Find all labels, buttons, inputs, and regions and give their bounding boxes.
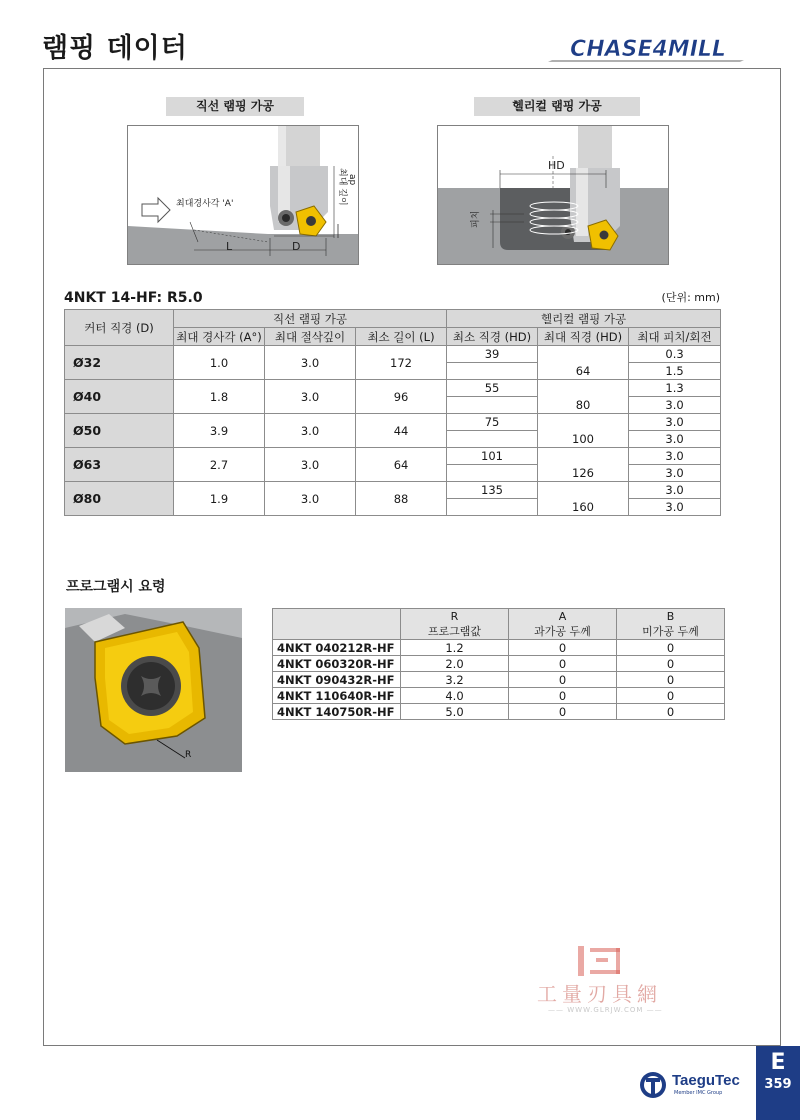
table-row [273,672,725,688]
empty-cell [538,346,629,363]
max-hd-value: 126 [538,465,629,482]
section-tab [756,1046,800,1120]
subheader-max-angle: 최대 경사각 (A°) [174,328,265,346]
empty-cell [538,380,629,397]
ramping-data-table [64,309,721,516]
programming-section-title: 프로그램시 요령 [66,579,166,595]
max-angle-value: 1.9 [174,482,265,516]
max-angle-value: 1.0 [174,346,265,380]
min-length-value: 172 [356,346,447,380]
insert-photo [65,608,242,772]
max-hd-value: 100 [538,431,629,448]
pitch-value: 1.3 [629,380,721,397]
max-depth-value: 3.0 [265,414,356,448]
chase4mill-logo [548,34,748,64]
insert-code: 4NKT 090432R-HF [273,672,401,688]
table-row [273,656,725,672]
table-row [273,704,725,720]
straight-ramping-label: 직선 램핑 가공 [166,97,304,116]
diameter-d-label: D [292,240,301,253]
header-a: A 과가공 두께 [509,609,617,640]
max-angle-value: 2.7 [174,448,265,482]
insert-code: 4NKT 140750R-HF [273,704,401,720]
pitch-value: 1.5 [629,363,721,380]
brand-name: TaeguTec [672,1072,740,1089]
subheader-min-length: 최소 길이 (L) [356,328,447,346]
a-value: 0 [509,656,617,672]
helical-ramping-diagram [437,125,669,265]
pitch-value: 0.3 [629,346,721,363]
pitch-value: 3.0 [629,499,721,516]
empty-cell [538,482,629,499]
empty-cell [447,397,538,414]
watermark-text: 工量刃具網 [537,982,662,1006]
empty-cell [538,414,629,431]
cutter-diameter: Ø40 [65,380,174,414]
min-length-value: 44 [356,414,447,448]
table-row [273,688,725,704]
watermark-logo-icon [576,944,628,978]
min-length-value: 64 [356,448,447,482]
logo-text: CHASE4MILL [570,37,726,62]
header-r: R 프로그램값 [401,609,509,640]
max-depth-value: 3.0 [265,380,356,414]
max-hd-value: 160 [538,499,629,516]
helical-ramping-label: 헬리컬 램핑 가공 [474,97,640,116]
max-hd-value: 64 [538,363,629,380]
table-row [65,448,721,465]
max-depth-value: 3.0 [265,448,356,482]
hd-label: HD [548,159,565,172]
table-row [65,380,721,397]
brand-subtitle: Member IMC Group [674,1090,723,1096]
header-code [273,609,401,640]
empty-cell [447,499,538,516]
min-length-value: 88 [356,482,447,516]
r-value: 3.2 [401,672,509,688]
pitch-value: 3.0 [629,431,721,448]
pitch-value: 3.0 [629,414,721,431]
insert-code: 4NKT 110640R-HF [273,688,401,704]
insert-code: 4NKT 060320R-HF [273,656,401,672]
subheader-max-hd: 최대 직경 (HD) [538,328,629,346]
max-angle-value: 3.9 [174,414,265,448]
empty-cell [447,465,538,482]
cutter-diameter: Ø50 [65,414,174,448]
straight-ramping-diagram [127,125,359,265]
subheader-min-hd: 최소 직경 (HD) [447,328,538,346]
cutter-diameter: Ø63 [65,448,174,482]
header-straight-ramping: 직선 램핑 가공 [174,310,447,328]
subheader-max-pitch: 최대 피치/회전 [629,328,721,346]
ramping-table-title: 4NKT 14-HF: R5.0 [64,290,203,306]
b-value: 0 [617,688,725,704]
subheader-max-depth: 최대 절삭깊이 [265,328,356,346]
page-title: 램핑 데이터 [42,33,188,64]
section-letter: E [770,1050,786,1075]
a-value: 0 [509,640,617,656]
photo-r-label: R [185,750,192,760]
min-length-value: 96 [356,380,447,414]
ap-label: ap [347,174,357,186]
insert-code: 4NKT 040212R-HF [273,640,401,656]
min-hd-value: 55 [447,380,538,397]
length-l-label: L [226,240,233,253]
a-value: 0 [509,688,617,704]
pitch-value: 3.0 [629,448,721,465]
r-value: 5.0 [401,704,509,720]
pitch-value: 3.0 [629,465,721,482]
r-value: 1.2 [401,640,509,656]
pitch-value: 3.0 [629,482,721,499]
b-value: 0 [617,672,725,688]
table-row [65,482,721,499]
a-value: 0 [509,704,617,720]
header-helical-ramping: 헬리컬 램핑 가공 [447,310,721,328]
pitch-value: 3.0 [629,397,721,414]
watermark-url: —— WWW.GLRJW.COM —— [548,1006,663,1014]
b-value: 0 [617,704,725,720]
cutter-diameter: Ø80 [65,482,174,516]
min-hd-value: 39 [447,346,538,363]
b-value: 0 [617,656,725,672]
page-number: 359 [764,1077,792,1092]
max-angle-value: 1.8 [174,380,265,414]
max-hd-value: 80 [538,397,629,414]
header-cutter-diameter: 커터 직경 (D) [65,310,174,346]
r-value: 2.0 [401,656,509,672]
table-row [273,640,725,656]
min-hd-value: 101 [447,448,538,465]
max-depth-value: 3.0 [265,482,356,516]
max-angle-label: 최대경사각 'A' [176,199,234,209]
table-row [65,346,721,363]
program-value-table [272,608,725,720]
min-hd-value: 75 [447,414,538,431]
pitch-label: 피치 [471,210,481,228]
table-row [65,414,721,431]
a-value: 0 [509,672,617,688]
header-b: B 미가공 두께 [617,609,725,640]
empty-cell [538,448,629,465]
unit-label: (단위: mm) [661,291,720,304]
empty-cell [447,363,538,380]
max-depth-label: 최대 깊이 [337,168,347,206]
empty-cell [447,431,538,448]
r-value: 4.0 [401,688,509,704]
max-depth-value: 3.0 [265,346,356,380]
cutter-diameter: Ø32 [65,346,174,380]
b-value: 0 [617,640,725,656]
min-hd-value: 135 [447,482,538,499]
